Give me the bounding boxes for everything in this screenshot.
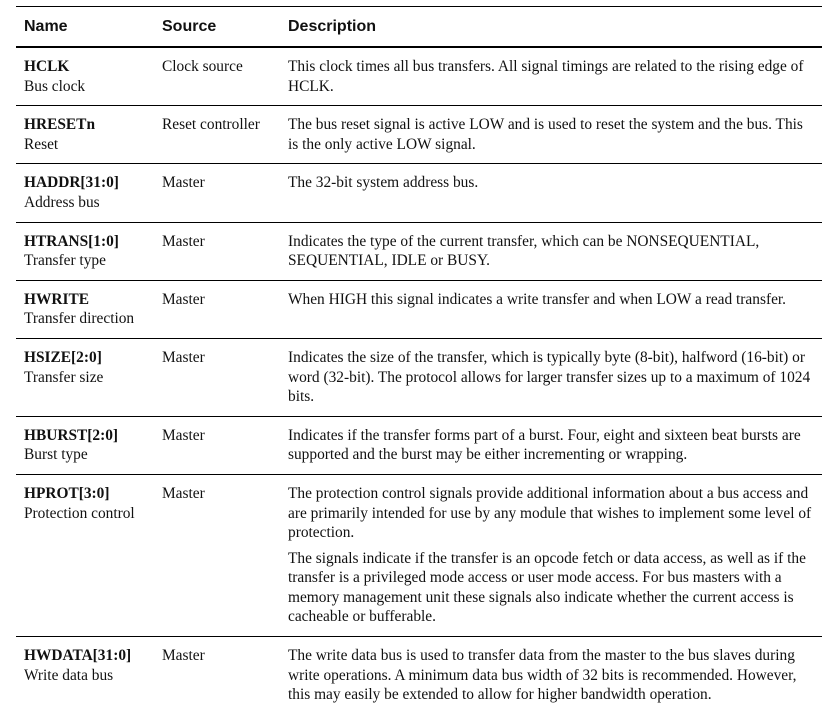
signal-label: Write data bus — [24, 666, 114, 684]
signal-source: Master — [154, 338, 280, 416]
signal-label: Transfer type — [24, 252, 106, 270]
signal-description: When HIGH this signal indicates a write transfer and when LOW a read transfer. — [288, 290, 787, 308]
signal-label: Transfer size — [24, 368, 104, 386]
table-row — [16, 637, 822, 714]
signal-description: This clock times all bus transfers. All signal timings are related to the rising edge of HCLK. — [288, 58, 804, 95]
signal-name-cell — [16, 338, 154, 416]
signal-name-cell — [16, 222, 154, 280]
signal-source: Reset controller — [154, 106, 280, 164]
header-description: Description — [280, 7, 822, 48]
signal-label: Address bus — [24, 193, 100, 211]
signal-source: Master — [154, 416, 280, 474]
signal-table-container — [16, 6, 822, 714]
signal-name: HWDATA[31:0] — [24, 647, 132, 665]
signal-description: The 32-bit system address bus. — [288, 174, 479, 192]
signal-name: HBURST[2:0] — [24, 426, 119, 444]
signal-name: HWRITE — [24, 290, 89, 308]
signal-description: The protection control signals provide additional information about a bus access and are primarily intended for use by any module that wishes to implement some level of protection. — [288, 484, 812, 542]
header-name: Name — [16, 7, 154, 48]
signal-name-cell — [16, 164, 154, 222]
signal-label: Protection control — [24, 504, 135, 522]
signal-name: HSIZE[2:0] — [24, 348, 102, 366]
signal-description: The bus reset signal is active LOW and is used to reset the system and the bus. This is the only active LOW signal. — [288, 116, 803, 153]
signal-name-cell — [16, 106, 154, 164]
header-source: Source — [154, 7, 280, 48]
signal-source: Master — [154, 164, 280, 222]
table-row — [16, 164, 822, 222]
signal-label: Burst type — [24, 446, 88, 464]
signal-description: The signals indicate if the transfer is an opcode fetch or data access, as well as if the transfer is a privileged mode access or user mode access. For bus masters with a memory management unit these signals also indicate whether the current access is cacheable or bufferable. — [288, 549, 806, 626]
signal-name-cell — [16, 280, 154, 338]
signal-name: HTRANS[1:0] — [24, 232, 119, 250]
signal-name: HRESETn — [24, 116, 96, 134]
signal-name-cell — [16, 637, 154, 714]
table-row — [16, 416, 822, 474]
signal-description-cell — [280, 637, 822, 714]
table-row — [16, 474, 822, 636]
table-row — [16, 280, 822, 338]
signal-source: Master — [154, 280, 280, 338]
ahb-signal-table — [16, 6, 822, 714]
signal-description-cell — [280, 280, 822, 338]
signal-name: HPROT[3:0] — [24, 484, 110, 502]
table-row — [16, 338, 822, 416]
signal-description-cell — [280, 222, 822, 280]
signal-description: Indicates the type of the current transfer, which can be NONSEQUENTIAL, SEQUENTIAL, IDLE or BUSY. — [288, 232, 760, 270]
table-row — [16, 106, 822, 164]
signal-description-cell — [280, 164, 822, 222]
table-row — [16, 47, 822, 106]
signal-source: Master — [162, 647, 205, 665]
signal-description: Indicates if the transfer forms part of a burst. Four, eight and sixteen beat bursts are supported and the burst may be either incrementing or wrapping. — [288, 426, 801, 464]
signal-name: HADDR[31:0] — [24, 174, 119, 192]
table-row — [16, 222, 822, 280]
signal-name-cell — [16, 474, 154, 636]
signal-source: Clock source — [154, 47, 280, 106]
table-header-row — [16, 7, 822, 48]
signal-source: Master — [154, 474, 280, 636]
signal-description-cell — [280, 47, 822, 106]
signal-description-cell — [280, 106, 822, 164]
signal-label: Transfer direction — [24, 310, 135, 328]
signal-name: HCLK — [24, 58, 70, 75]
signal-label: Bus clock — [24, 77, 86, 95]
signal-description: Indicates the size of the transfer, which is typically byte (8-bit), halfword (16-bit) or word (32-bit). The protocol allows for larger transfer sizes up to a maximum of 1024 bits. — [288, 348, 811, 406]
signal-name-cell — [16, 47, 154, 106]
signal-description-cell — [280, 416, 822, 474]
signal-description-cell — [280, 338, 822, 416]
signal-description-cell — [280, 474, 822, 636]
signal-description: The write data bus is used to transfer data from the master to the bus slaves during write operations. A minimum data bus width of 32 bits is recommended. However, this may easily be extended to allow for higher bandwidth operation. — [288, 647, 797, 704]
signal-name-cell — [16, 416, 154, 474]
signal-source: Master — [154, 222, 280, 280]
signal-label: Reset — [24, 135, 59, 153]
